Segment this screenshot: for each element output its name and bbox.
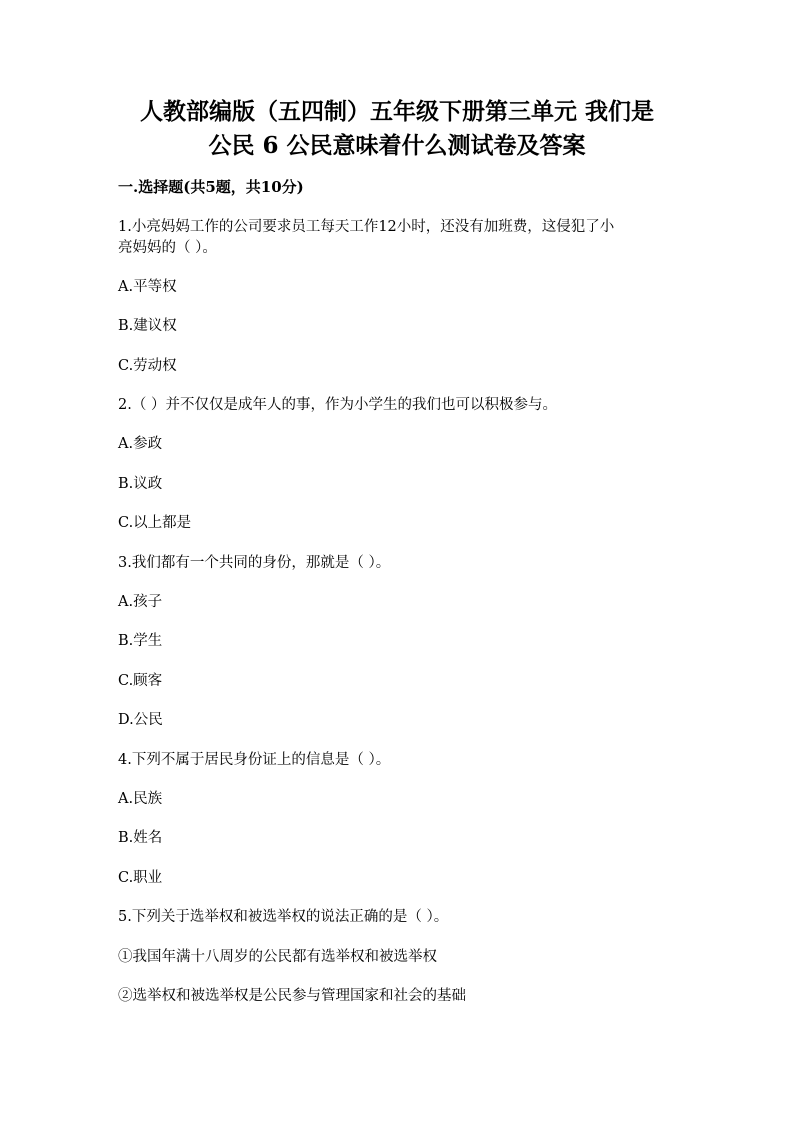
- question-1-stem-line2: 亮妈妈的（ ）。: [118, 240, 217, 256]
- question-3-option-d: D.公民: [118, 712, 163, 728]
- question-1-option-a: A.平等权: [118, 279, 177, 295]
- question-4-option-a: A.民族: [118, 791, 163, 807]
- section-heading: 一.选择题(共5题，共10分): [118, 178, 304, 196]
- question-5-stem: 5.下列关于选举权和被选举权的说法正确的是（ ）。: [118, 909, 449, 925]
- question-3-option-c: C.顾客: [118, 673, 163, 689]
- question-3-stem: 3.我们都有一个共同的身份，那就是（ ）。: [118, 555, 391, 571]
- question-1-stem-line1: 1.小亮妈妈工作的公司要求员工每天工作12小时，还没有加班费，这侵犯了小: [118, 219, 615, 235]
- question-3-option-b: B.学生: [118, 633, 163, 649]
- question-4-option-c: C.职业: [118, 870, 163, 886]
- question-3-option-a: A.孩子: [118, 594, 163, 610]
- doc-title-line1: 人教部编版（五四制）五年级下册第三单元 我们是: [139, 98, 654, 125]
- question-4-stem: 4.下列不属于居民身份证上的信息是（ ）。: [118, 752, 391, 768]
- question-5-statement-1: ①我国年满十八周岁的公民都有选举权和被选举权: [118, 949, 437, 965]
- question-2-stem: 2.（ ）并不仅仅是成年人的事，作为小学生的我们也可以积极参与。: [118, 397, 557, 413]
- question-5-statement-2: ②选举权和被选举权是公民参与管理国家和社会的基础: [118, 988, 466, 1004]
- question-1-option-b: B.建议权: [118, 318, 177, 334]
- question-1-option-c: C.劳动权: [118, 358, 177, 374]
- question-2-option-c: C.以上都是: [118, 515, 192, 531]
- question-2-option-b: B.议政: [118, 476, 163, 492]
- question-4-option-b: B.姓名: [118, 830, 163, 846]
- question-2-option-a: A.参政: [118, 436, 163, 452]
- doc-title-line2: 公民 6 公民意味着什么测试卷及答案: [208, 132, 586, 159]
